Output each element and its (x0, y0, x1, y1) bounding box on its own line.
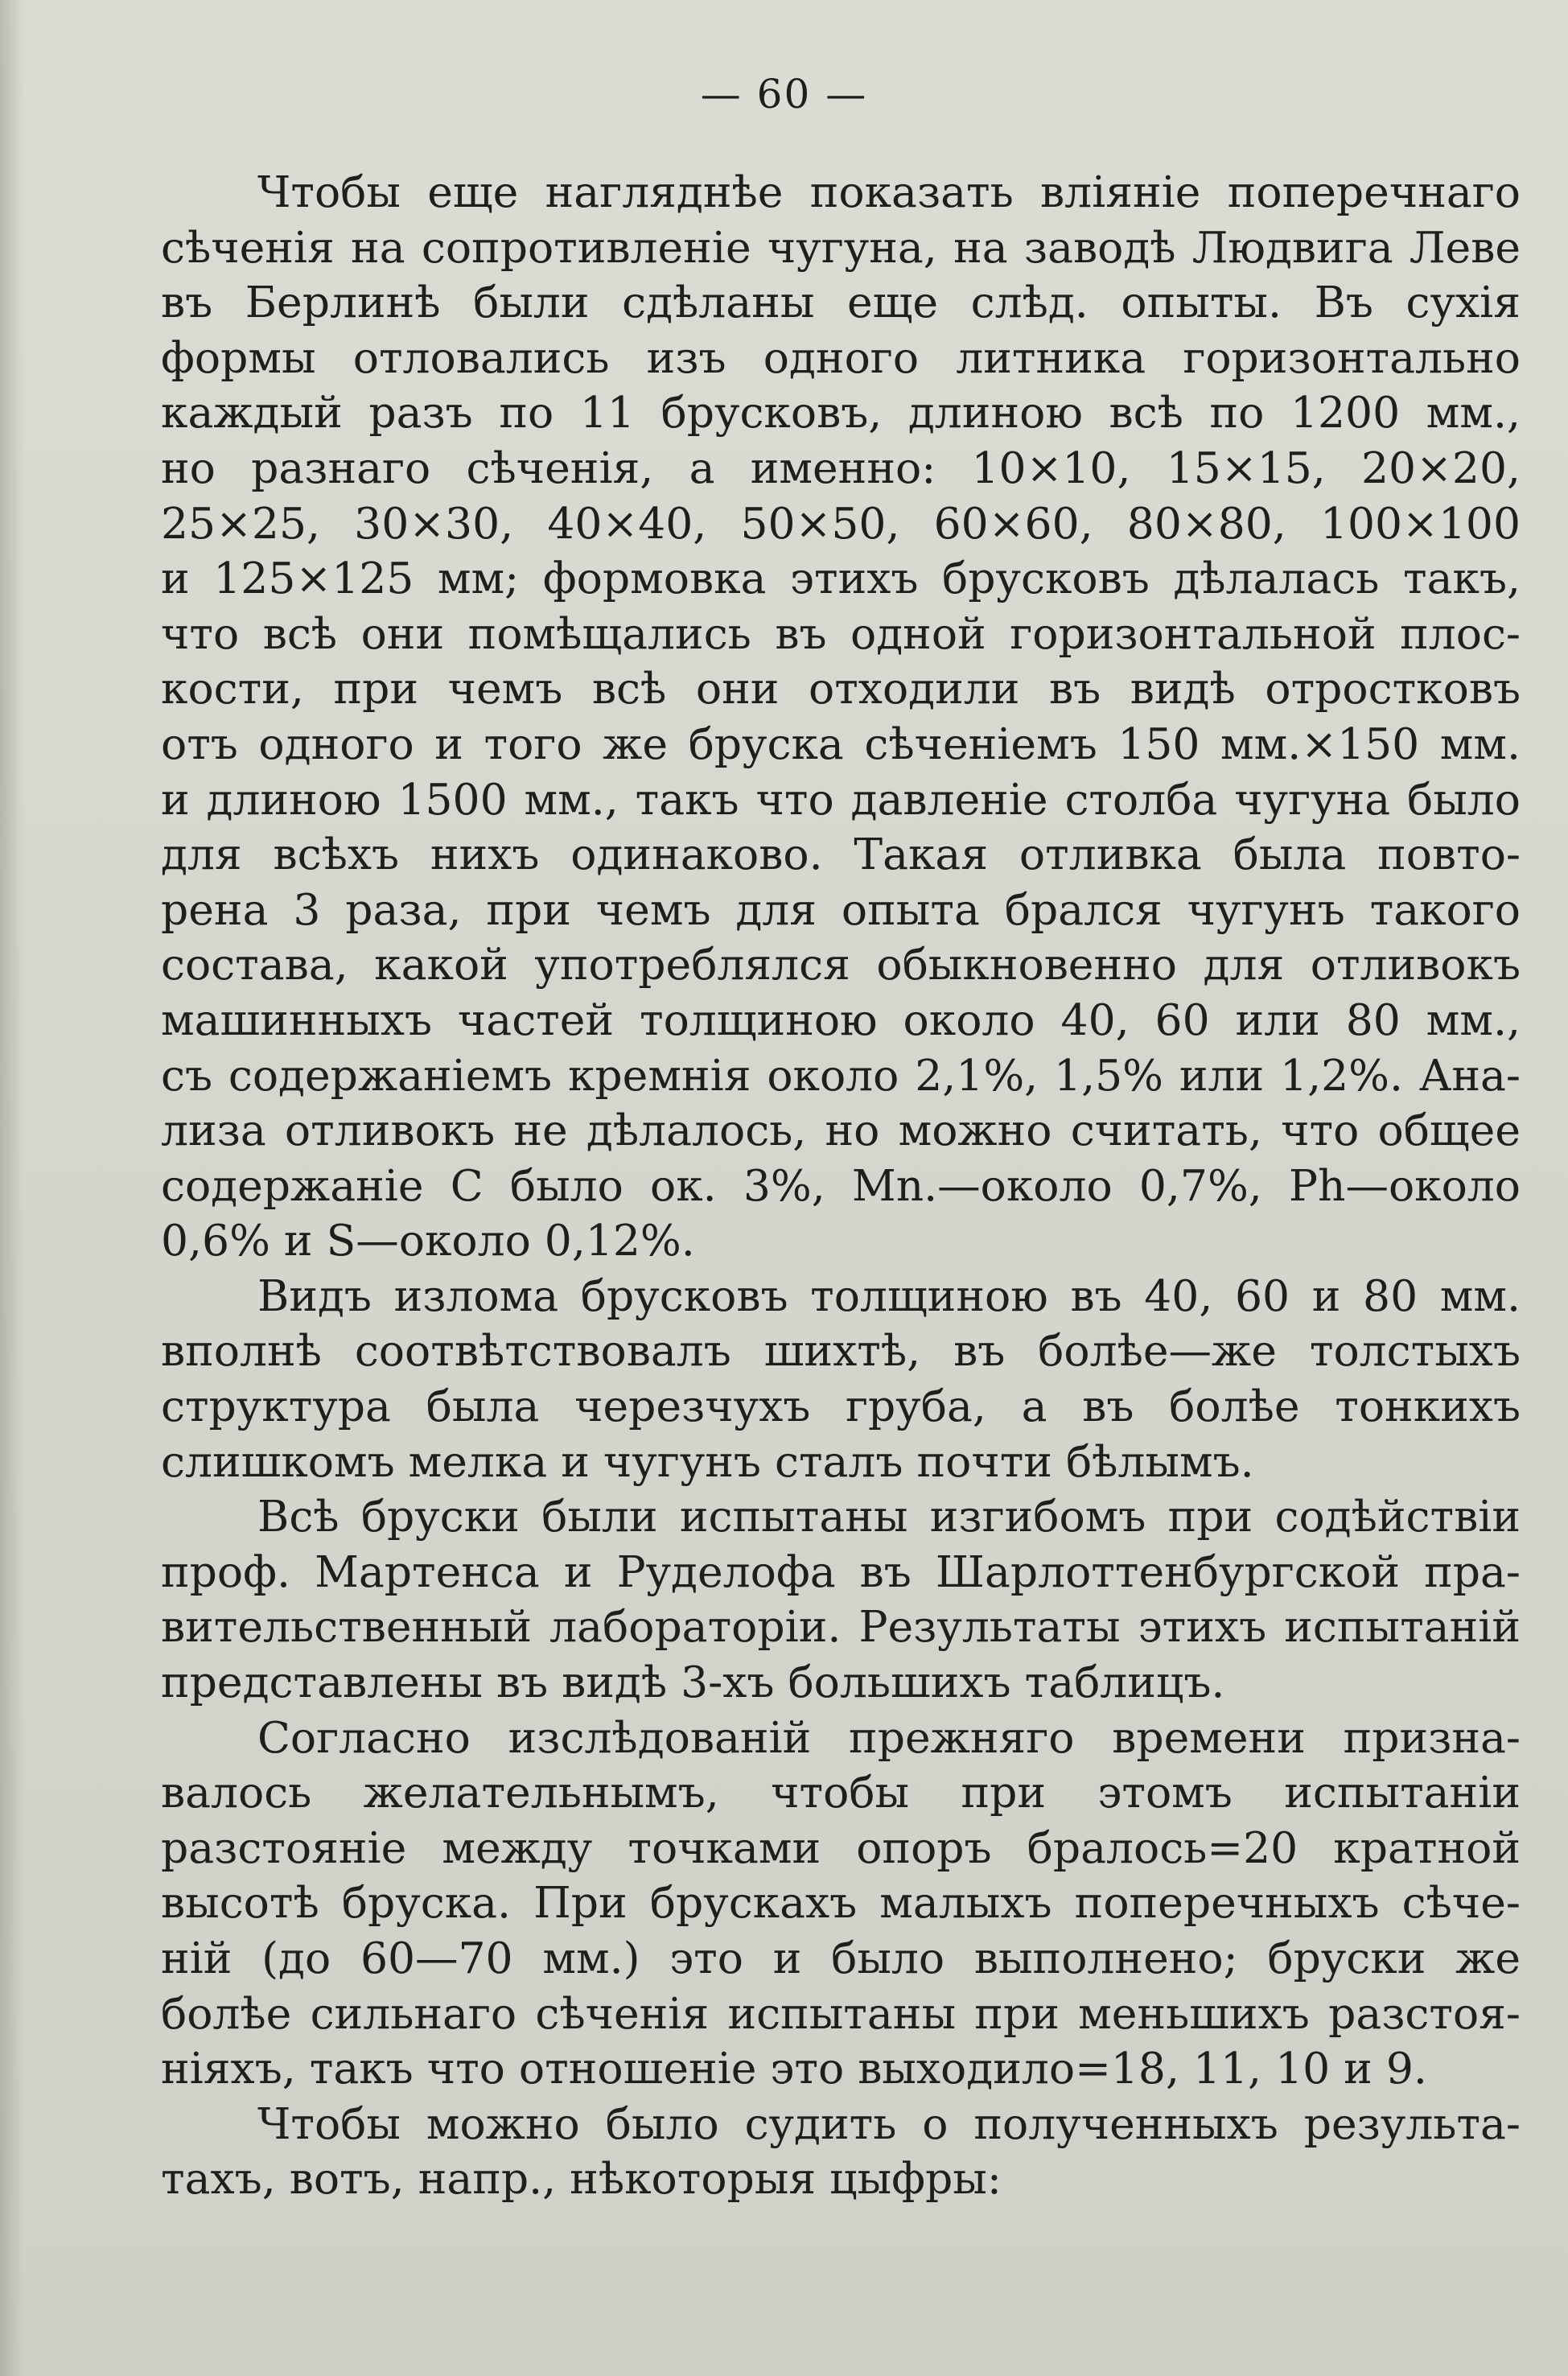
text-line: Чтобы можно было судить о полученныхъ результа- (257, 2098, 1521, 2149)
paragraph-2 (161, 1269, 1521, 1489)
text-line: формы отловались изъ одного литника горизонтально (161, 331, 1521, 383)
text-line: ніяхъ, такъ что отношеніе это выходило=18, 11, 10 и 9. (161, 2043, 1427, 2094)
text-line: Видъ излома брусковъ толщиною въ 40, 60 и 80 мм. (257, 1270, 1521, 1321)
text-line: каждый разъ по 11 брусковъ, длиною всѣ по 1200 мм., (161, 387, 1521, 439)
text-line: и 125×125 мм; формовка этихъ брусковъ дѣлалась такъ, (161, 553, 1521, 604)
text-line: вполнѣ соотвѣтствовалъ шихтѣ, въ болѣе—же толстыхъ (161, 1325, 1521, 1377)
text-line: для всѣхъ нихъ одинаково. Такая отливка была повто- (161, 829, 1521, 880)
text-line: машинныхъ частей толщиною около 40, 60 или 80 мм., (161, 994, 1521, 1045)
text-line: рена 3 раза, при чемъ для опыта брался чугунъ такого (161, 883, 1521, 935)
paragraph-5 (161, 2097, 1521, 2207)
text-line: 25×25, 30×30, 40×40, 50×50, 60×60, 80×80, 100×100 (161, 497, 1521, 549)
text-line: Согласно изслѣдованій прежняго времени призна- (257, 1711, 1521, 1763)
text-line: болѣе сильнаго сѣченія испытаны при меньшихъ разстоя- (161, 1987, 1521, 2039)
text-line: что всѣ они помѣщались въ одной горизонтальной плос- (161, 607, 1521, 659)
text-line: лиза отливокъ не дѣлалось, но можно считать, что общее (161, 1105, 1521, 1156)
text-line: 0,6% и S—около 0,12%. (161, 1215, 695, 1266)
text-line: съ содержаніемъ кремнія около 2,1%, 1,5% или 1,2%. Ана- (161, 1049, 1521, 1101)
body-text (161, 165, 1521, 2207)
paragraph-1 (161, 165, 1521, 1269)
text-line: ній (до 60—70 мм.) это и было выполнено; бруски же (161, 1933, 1521, 1983)
text-line: вительственный лабораторіи. Результаты этихъ испытаній (161, 1601, 1521, 1653)
paragraph-3 (161, 1489, 1521, 1710)
text-line: разстояніе между точками опоръ бралось=20 кратной (161, 1822, 1521, 1873)
text-line: сѣченія на сопротивленіе чугуна, на заводѣ Людвига Леве (161, 221, 1521, 273)
text-line: представлены въ видѣ 3-хъ большихъ таблицъ. (161, 1657, 1225, 1708)
text-line: Всѣ бруски были испытаны изгибомъ при содѣйствіи (257, 1491, 1521, 1542)
paragraph-4 (161, 1711, 1521, 2097)
text-line: валось желательнымъ, чтобы при этомъ испытаніи (161, 1767, 1521, 1818)
text-line: но разнаго сѣченія, а именно: 10×10, 15×15, 20×20, (161, 442, 1521, 493)
text-line: слишкомъ мелка и чугунъ сталъ почти бѣлымъ. (161, 1435, 1254, 1487)
text-line: Чтобы еще нагляднѣе показать вліяніе поперечнаго (257, 167, 1521, 217)
page-edge-shadow (0, 0, 24, 2376)
text-line: состава, какой употреблялся обыкновенно для отливокъ (161, 939, 1521, 990)
text-line: содержаніе С было ок. 3%, Mn.—около 0,7%, Ph—около (161, 1159, 1521, 1211)
text-line: тахъ, вотъ, напр., нѣкоторыя цыфры: (161, 2153, 1002, 2205)
text-line: проф. Мартенса и Руделофа въ Шарлоттенбургской пра- (161, 1546, 1521, 1597)
text-line: въ Берлинѣ были сдѣланы еще слѣд. опыты. Въ сухія (161, 277, 1521, 328)
text-line: высотѣ бруска. При брускахъ малыхъ поперечныхъ сѣче- (161, 1877, 1521, 1929)
page-number: — 60 — (700, 71, 868, 117)
text-line: структура была черезчухъ груба, а въ болѣе тонкихъ (161, 1381, 1521, 1432)
text-line: кости, при чемъ всѣ они отходили въ видѣ отростковъ (161, 663, 1521, 714)
text-line: и длиною 1500 мм., такъ что давленіе столба чугуна было (161, 773, 1521, 825)
text-line: отъ одного и того же бруска сѣченіемъ 150 мм.×150 мм. (161, 718, 1521, 769)
